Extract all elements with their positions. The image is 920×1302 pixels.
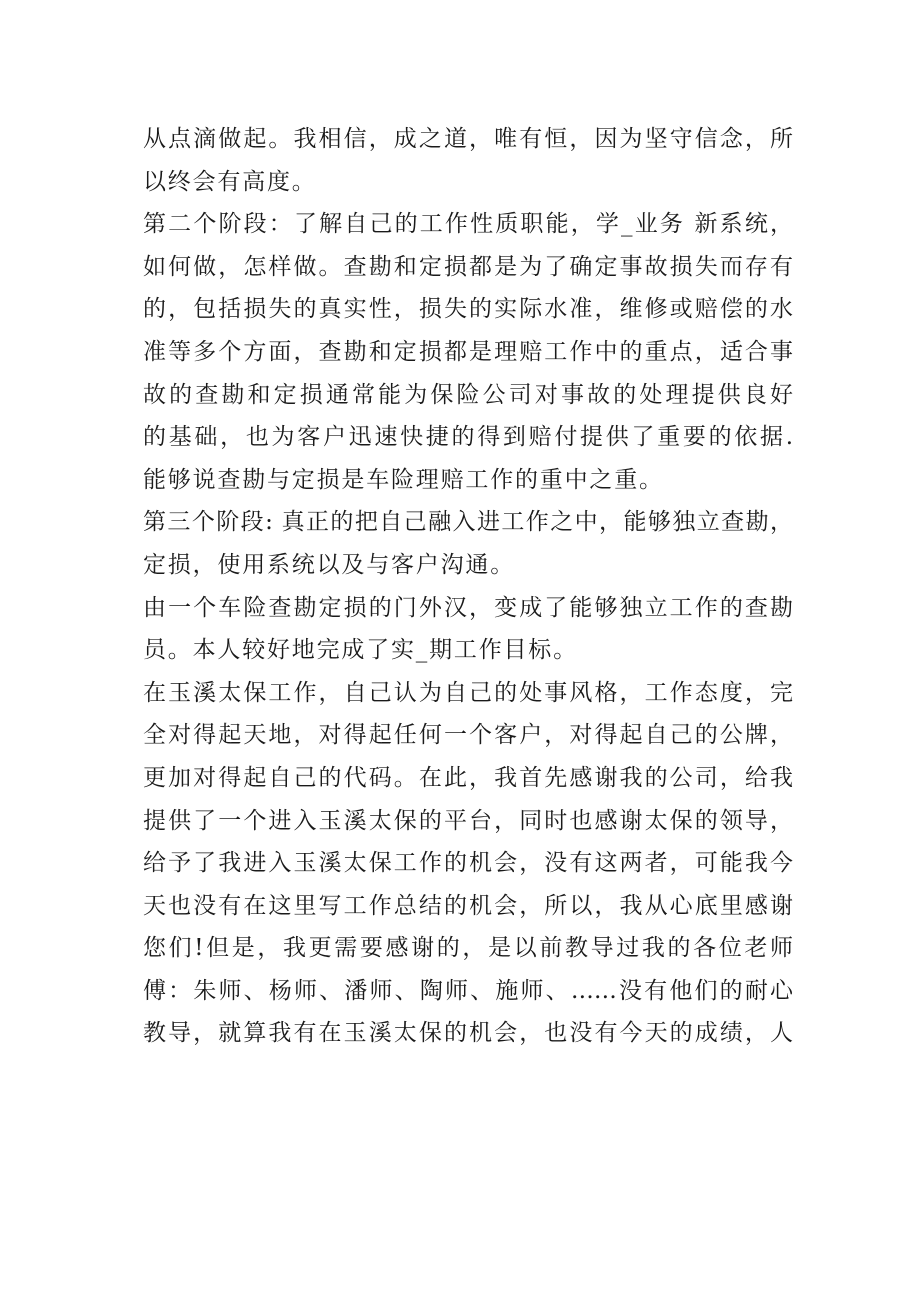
text-line: 准等多个方面，查勘和定损都是理赔工作中的重点，适合事 bbox=[143, 338, 793, 365]
text-line: 教导，就算我有在玉溪太保的机会，也没有今天的成绩，人 bbox=[143, 1020, 793, 1047]
text-line: 更加对得起自己的代码。在此，我首先感谢我的公司，给我 bbox=[143, 764, 793, 791]
text-line: 提供了一个进入玉溪太保的平台，同时也感谢太保的领导， bbox=[143, 807, 793, 834]
text-line: 第二个阶段：了解自己的工作性质职能，学_业务 新系统， bbox=[143, 211, 793, 238]
text-line: 傅：朱师、杨师、潘师、陶师、施师、……没有他们的耐心 bbox=[143, 977, 793, 1004]
text-line: 给予了我进入玉溪太保工作的机会，没有这两者，可能我今 bbox=[143, 850, 793, 877]
text-line: 的基础，也为客户迅速快捷的得到赔付提供了重要的依据. bbox=[143, 424, 793, 451]
text-line: 从点滴做起。我相信，成之道，唯有恒，因为坚守信念，所 bbox=[143, 126, 793, 152]
text-line: 在玉溪太保工作，自己认为自己的处事风格，工作态度，完 bbox=[143, 679, 793, 706]
text-line: 您们!但是，我更需要感谢的，是以前教导过我的各位老师 bbox=[143, 935, 793, 962]
text-line: 如何做，怎样做。查勘和定损都是为了确定事故损失而存有 bbox=[143, 253, 793, 280]
text-line: 以终会有高度。 bbox=[143, 168, 317, 195]
text-line: 能够说查勘与定损是车险理赔工作的重中之重。 bbox=[143, 466, 664, 493]
text-line: 全对得起天地，对得起任何一个客户，对得起自己的公牌， bbox=[143, 722, 793, 749]
text-line: 员。本人较好地完成了实_期工作目标。 bbox=[143, 637, 578, 664]
text-line: 天也没有在这里写工作总结的机会，所以，我从心底里感谢 bbox=[143, 892, 793, 919]
text-line: 第三个阶段: 真正的把自己融入进工作之中，能够独立查勘， bbox=[143, 509, 793, 536]
text-line: 由一个车险查勘定损的门外汉，变成了能够独立工作的查勘 bbox=[143, 594, 793, 621]
text-line: 的，包括损失的真实性，损失的实际水准，维修或赔偿的水 bbox=[143, 296, 793, 323]
body-text bbox=[143, 118, 793, 1055]
text-line: 定损，使用系统以及与客户沟通。 bbox=[143, 551, 515, 578]
text-line: 故的查勘和定损通常能为保险公司对事故的处理提供良好 bbox=[143, 381, 793, 408]
